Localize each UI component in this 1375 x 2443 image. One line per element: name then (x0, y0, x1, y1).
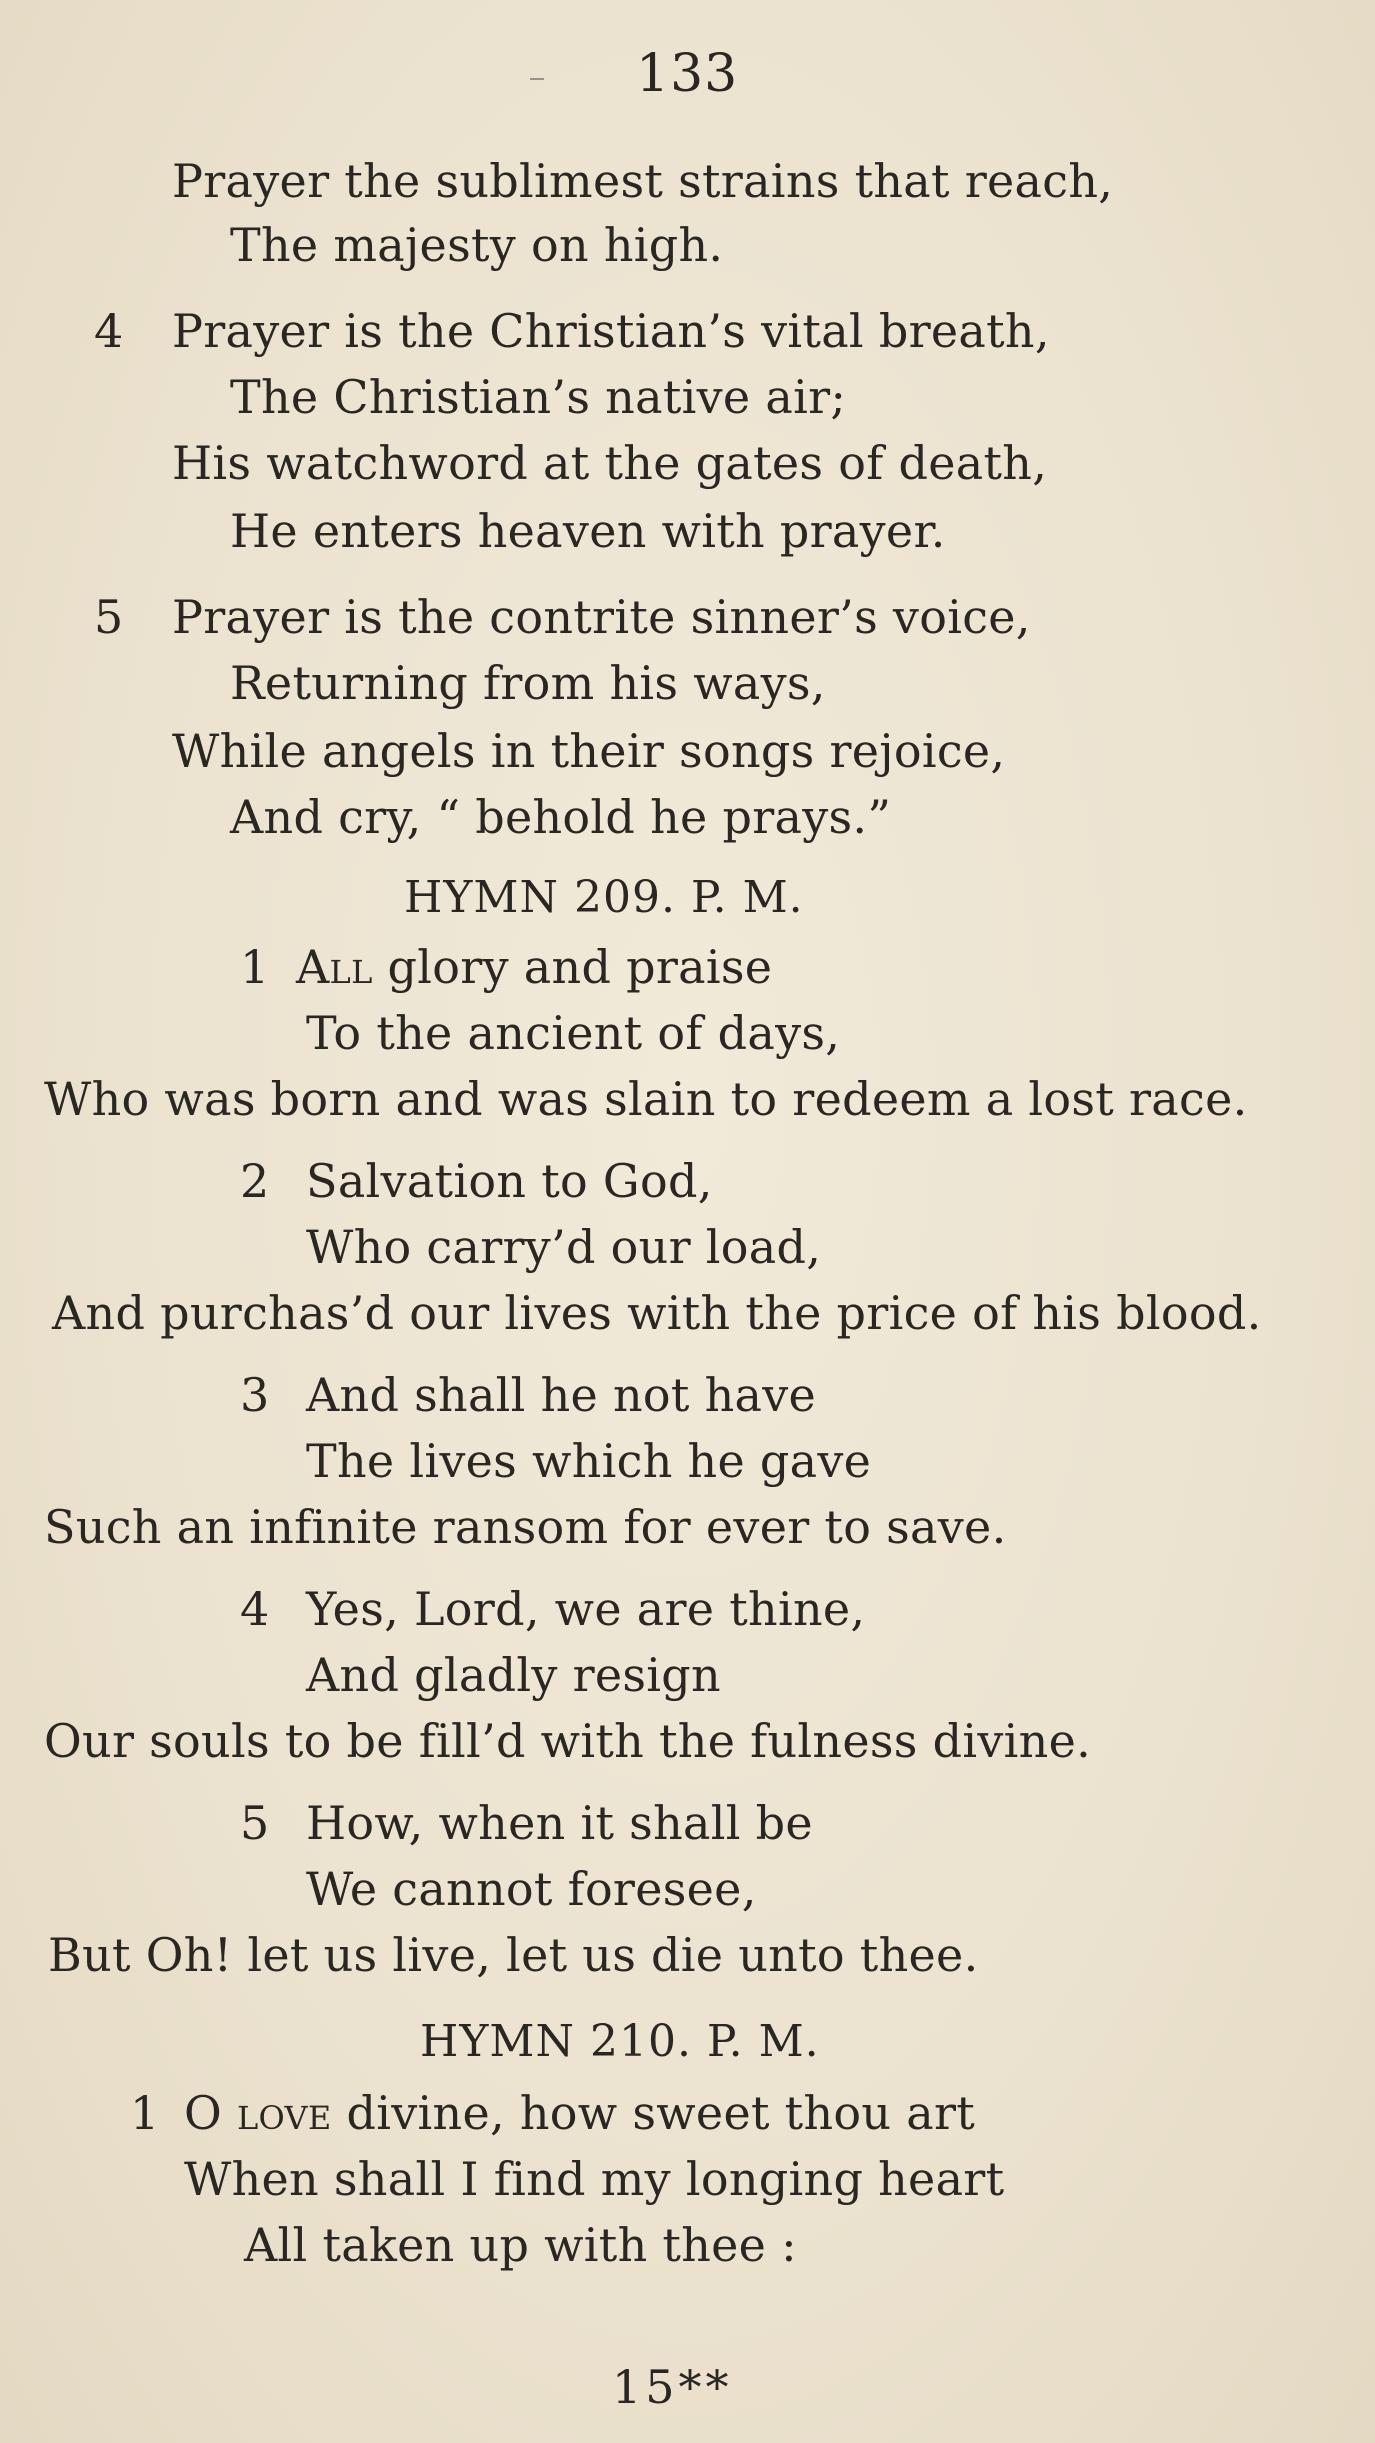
verse-line (296, 940, 773, 994)
verse-line: We cannot foresee, (306, 1862, 757, 1916)
verse-line: Prayer the sublimest strains that reach, (172, 154, 1114, 208)
verse-line: And gladly resign (306, 1648, 721, 1702)
verse-line: He enters heaven with prayer. (230, 504, 946, 558)
signature-mark: 15** (612, 2360, 733, 2414)
verse-line: But Oh! let us live, let us die unto thee. (48, 1928, 979, 1982)
stanza-number: 3 (240, 1368, 270, 1422)
verse-line: Who was born and was slain to redeem a lost race. (44, 1072, 1248, 1126)
page-number: 133 (636, 44, 739, 104)
verse-line: While angels in their songs rejoice, (172, 724, 1006, 778)
first-word: O (184, 2086, 223, 2140)
verse-line: And shall he not have (306, 1368, 817, 1422)
verse-line: How, when it shall be (306, 1796, 813, 1850)
stanza-number: 4 (240, 1582, 270, 1636)
verse-line: The lives which he gave (306, 1434, 872, 1488)
verse-line: Prayer is the Christian’s vital breath, (172, 304, 1050, 358)
verse-line: And cry, “ behold he prays.” (230, 790, 892, 844)
verse-line: Who carry’d our load, (306, 1220, 822, 1274)
verse-line: The Christian’s native air; (230, 370, 847, 424)
stanza-number: 5 (94, 590, 124, 644)
verse-line: All taken up with thee : (244, 2218, 797, 2272)
verse-line: When shall I find my longing heart (184, 2152, 1005, 2206)
verse-line: His watchword at the gates of death, (172, 436, 1048, 490)
hymn-heading: HYMN 210. P. M. (420, 2016, 820, 2067)
verse-line: Yes, Lord, we are thine, (306, 1582, 866, 1636)
verse-line: Prayer is the contrite sinner’s voice, (172, 590, 1031, 644)
stanza-number: 1 (240, 940, 270, 994)
page-number-dash (530, 78, 544, 80)
verse-line (184, 2086, 976, 2140)
verse-line: Salvation to God, (306, 1154, 713, 1208)
stanza-number: 2 (240, 1154, 270, 1208)
stanza-number: 4 (94, 304, 124, 358)
verse-line-rest: divine, how sweet thou art (331, 2086, 976, 2140)
stanza-number: 1 (130, 2086, 160, 2140)
stanza-number: 5 (240, 1796, 270, 1850)
verse-line: Our souls to be fill’d with the fulness divine. (44, 1714, 1092, 1768)
verse-line: Returning from his ways, (230, 656, 826, 710)
hymn-heading: HYMN 209. P. M. (404, 872, 804, 923)
verse-line: The majesty on high. (230, 218, 724, 272)
verse-line: To the ancient of days, (306, 1006, 841, 1060)
verse-line: And purchas’d our lives with the price of his blood. (52, 1286, 1262, 1340)
first-word-smallcaps: All (296, 940, 373, 994)
verse-line-rest: glory and praise (372, 940, 773, 994)
second-word-smallcaps: love (236, 2086, 332, 2140)
verse-line: Such an infinite ransom for ever to save. (44, 1500, 1007, 1554)
